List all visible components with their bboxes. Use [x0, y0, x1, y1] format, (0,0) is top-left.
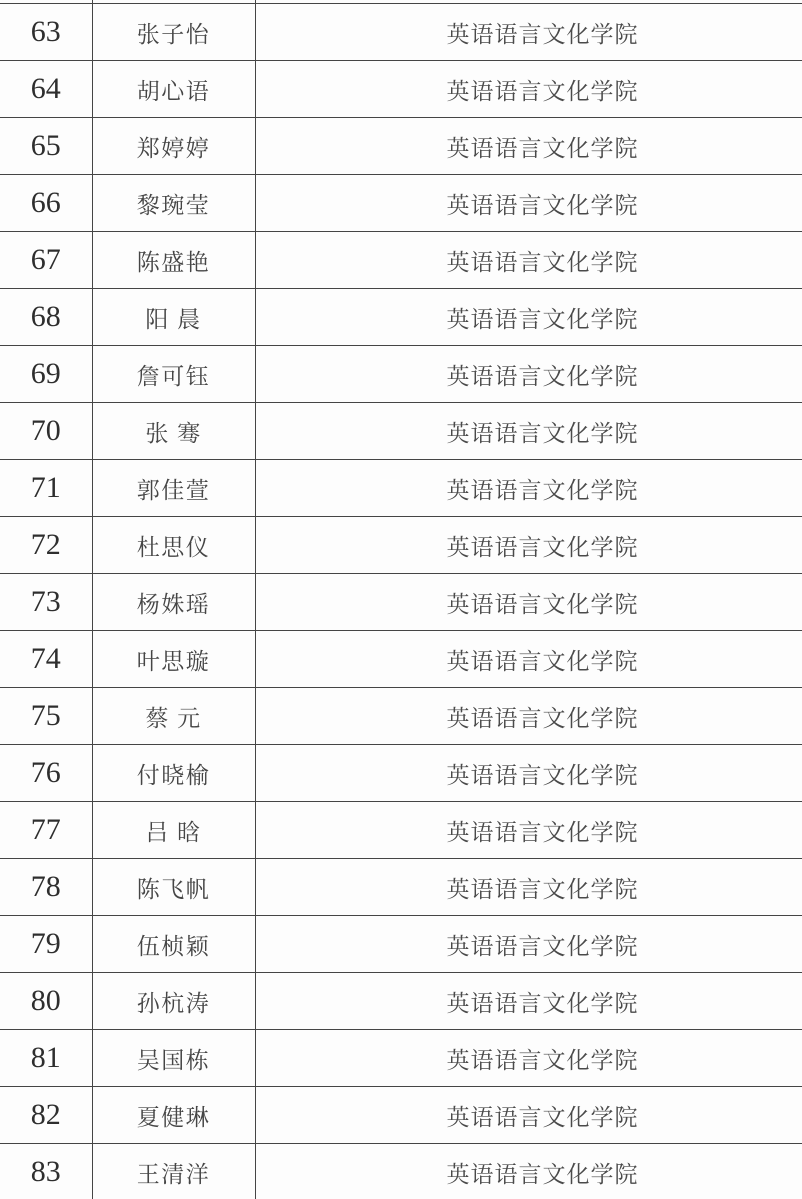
college-cell: 英语语言文化学院	[255, 1087, 802, 1144]
college-cell: 英语语言文化学院	[255, 517, 802, 574]
table-row	[0, 802, 802, 859]
table-row	[0, 4, 802, 61]
student-name-cell: 夏健琳	[92, 1087, 255, 1144]
student-name-cell: 胡心语	[92, 61, 255, 118]
row-number-cell: 73	[0, 574, 92, 631]
row-number-cell: 64	[0, 61, 92, 118]
college-cell: 英语语言文化学院	[255, 574, 802, 631]
student-name-cell: 黎琬莹	[92, 175, 255, 232]
row-number-cell: 82	[0, 1087, 92, 1144]
table-row	[0, 1144, 802, 1199]
row-number-cell: 67	[0, 232, 92, 289]
row-number-cell: 78	[0, 859, 92, 916]
row-number-cell: 71	[0, 460, 92, 517]
student-name-cell: 郭佳萱	[92, 460, 255, 517]
row-number-cell: 65	[0, 118, 92, 175]
student-name-cell: 付晓榆	[92, 745, 255, 802]
table-row	[0, 289, 802, 346]
row-number-cell: 83	[0, 1144, 92, 1199]
student-name-cell: 陈飞帆	[92, 859, 255, 916]
college-cell: 英语语言文化学院	[255, 289, 802, 346]
table-row	[0, 232, 802, 289]
table-row	[0, 175, 802, 232]
college-cell: 英语语言文化学院	[255, 403, 802, 460]
table-row	[0, 859, 802, 916]
student-name-cell: 蔡 元	[92, 688, 255, 745]
table-row	[0, 973, 802, 1030]
table-row	[0, 460, 802, 517]
row-number-cell: 66	[0, 175, 92, 232]
row-number-cell: 70	[0, 403, 92, 460]
student-name-cell: 伍桢颖	[92, 916, 255, 973]
row-number-cell: 75	[0, 688, 92, 745]
college-cell: 英语语言文化学院	[255, 1030, 802, 1087]
table-row	[0, 631, 802, 688]
student-name-cell: 阳 晨	[92, 289, 255, 346]
student-name-cell: 叶思璇	[92, 631, 255, 688]
table-row	[0, 346, 802, 403]
college-cell: 英语语言文化学院	[255, 631, 802, 688]
college-cell: 英语语言文化学院	[255, 460, 802, 517]
row-number-cell: 76	[0, 745, 92, 802]
table-row	[0, 1087, 802, 1144]
college-cell: 英语语言文化学院	[255, 745, 802, 802]
row-number-cell: 80	[0, 973, 92, 1030]
table-row	[0, 517, 802, 574]
row-number-cell: 81	[0, 1030, 92, 1087]
table-row	[0, 574, 802, 631]
student-name-cell: 王清洋	[92, 1144, 255, 1199]
row-number-cell: 74	[0, 631, 92, 688]
student-name-cell: 张子怡	[92, 4, 255, 61]
row-number-cell: 69	[0, 346, 92, 403]
college-cell: 英语语言文化学院	[255, 1144, 802, 1199]
college-cell: 英语语言文化学院	[255, 973, 802, 1030]
college-cell: 英语语言文化学院	[255, 859, 802, 916]
college-cell: 英语语言文化学院	[255, 61, 802, 118]
table-row	[0, 916, 802, 973]
table-row	[0, 61, 802, 118]
student-name-cell: 吕 晗	[92, 802, 255, 859]
student-name-cell: 杜思仪	[92, 517, 255, 574]
college-cell: 英语语言文化学院	[255, 688, 802, 745]
table-row	[0, 745, 802, 802]
row-number-cell: 68	[0, 289, 92, 346]
table-row	[0, 1030, 802, 1087]
student-name-cell: 詹可钰	[92, 346, 255, 403]
student-name-cell: 孙杭涛	[92, 973, 255, 1030]
student-name-cell: 杨姝瑶	[92, 574, 255, 631]
student-name-cell: 张 骞	[92, 403, 255, 460]
college-cell: 英语语言文化学院	[255, 118, 802, 175]
table-row	[0, 118, 802, 175]
college-cell: 英语语言文化学院	[255, 802, 802, 859]
college-cell: 英语语言文化学院	[255, 4, 802, 61]
student-name-cell: 吴国栋	[92, 1030, 255, 1087]
table-row	[0, 688, 802, 745]
college-cell: 英语语言文化学院	[255, 346, 802, 403]
row-number-cell: 63	[0, 4, 92, 61]
table-row	[0, 403, 802, 460]
row-number-cell: 79	[0, 916, 92, 973]
college-cell: 英语语言文化学院	[255, 232, 802, 289]
college-cell: 英语语言文化学院	[255, 916, 802, 973]
row-number-cell: 77	[0, 802, 92, 859]
college-cell: 英语语言文化学院	[255, 175, 802, 232]
row-number-cell: 72	[0, 517, 92, 574]
student-name-cell: 陈盛艳	[92, 232, 255, 289]
student-name-cell: 郑婷婷	[92, 118, 255, 175]
